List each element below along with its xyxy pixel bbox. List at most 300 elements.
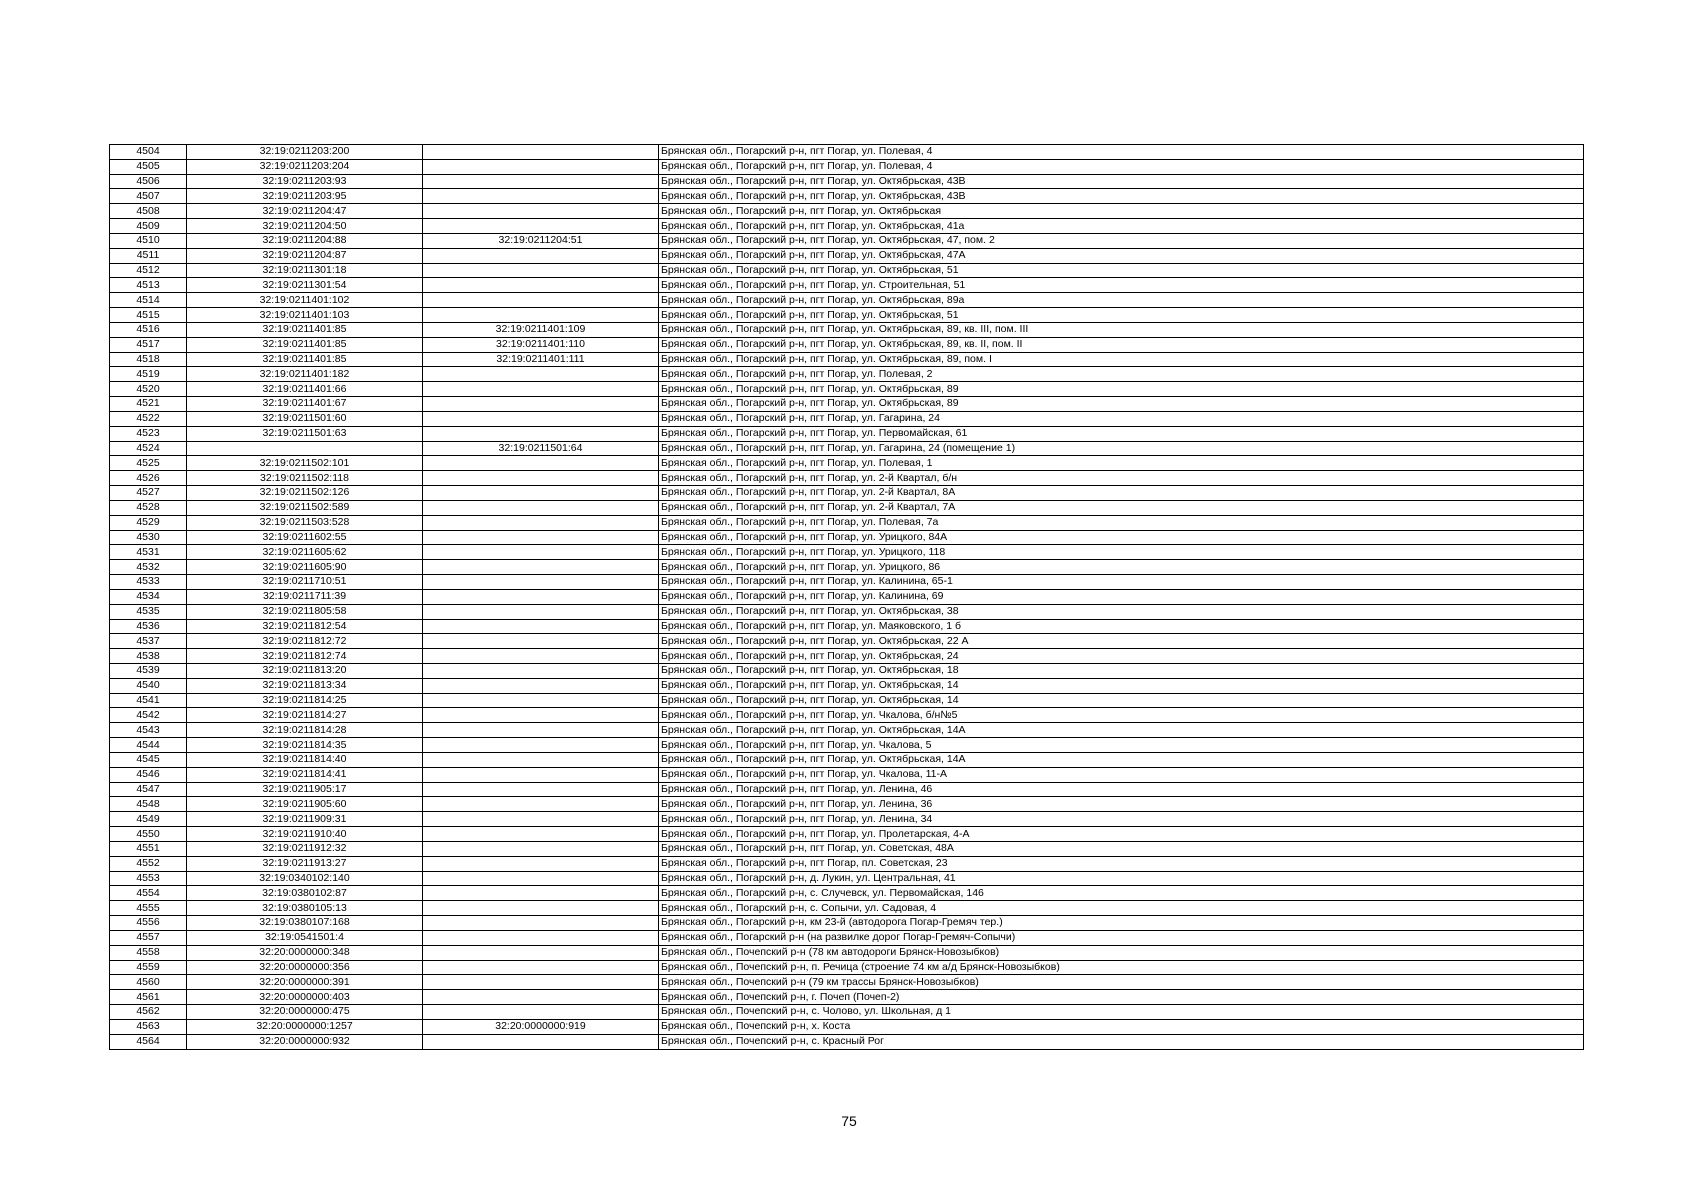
cadastral-number-cell: 32:19:0211812:54	[187, 619, 423, 634]
row-number-cell: 4518	[110, 352, 187, 367]
cadastral-number-cell: 32:19:0211502:126	[187, 486, 423, 501]
table-row	[110, 975, 1584, 990]
related-cadastral-number-cell	[423, 263, 659, 278]
related-cadastral-number-cell	[423, 604, 659, 619]
table-row	[110, 337, 1584, 352]
table-row	[110, 159, 1584, 174]
related-cadastral-number-cell	[423, 886, 659, 901]
address-cell: Брянская обл., Погарский р-н, пгт Погар, ул. Строительная, 51	[659, 278, 1584, 293]
cadastral-number-cell: 32:19:0211203:93	[187, 174, 423, 189]
table-row	[110, 204, 1584, 219]
related-cadastral-number-cell	[423, 1005, 659, 1020]
row-number-cell: 4554	[110, 886, 187, 901]
cadastral-number-cell: 32:19:0211905:17	[187, 782, 423, 797]
address-cell: Брянская обл., Погарский р-н, пгт Погар, ул. Полевая, 1	[659, 456, 1584, 471]
row-number-cell: 4515	[110, 308, 187, 323]
table-row	[110, 382, 1584, 397]
row-number-cell: 4552	[110, 856, 187, 871]
row-number-cell: 4559	[110, 960, 187, 975]
row-number-cell: 4538	[110, 649, 187, 664]
related-cadastral-number-cell	[423, 486, 659, 501]
related-cadastral-number-cell	[423, 367, 659, 382]
table-row	[110, 678, 1584, 693]
address-cell: Брянская обл., Погарский р-н, пгт Погар, ул. Урицкого, 86	[659, 560, 1584, 575]
related-cadastral-number-cell	[423, 827, 659, 842]
row-number-cell: 4546	[110, 767, 187, 782]
cadastral-number-cell: 32:19:0211909:31	[187, 812, 423, 827]
related-cadastral-number-cell	[423, 767, 659, 782]
address-cell: Брянская обл., Погарский р-н, пгт Погар, ул. Полевая, 7а	[659, 515, 1584, 530]
row-number-cell: 4547	[110, 782, 187, 797]
table-row	[110, 619, 1584, 634]
address-cell: Брянская обл., Погарский р-н, пгт Погар, ул. Калинина, 65-1	[659, 575, 1584, 590]
address-cell: Брянская обл., Погарский р-н, пгт Погар, ул. Октябрьская, 89	[659, 397, 1584, 412]
table-row	[110, 575, 1584, 590]
cadastral-number-cell: 32:19:0211814:40	[187, 752, 423, 767]
related-cadastral-number-cell	[423, 530, 659, 545]
cadastral-number-cell: 32:19:0211814:35	[187, 738, 423, 753]
table-row	[110, 752, 1584, 767]
cadastral-number-cell: 32:19:0211204:47	[187, 204, 423, 219]
address-cell: Брянская обл., Погарский р-н, пгт Погар, ул. Чкалова, 5	[659, 738, 1584, 753]
table-row	[110, 901, 1584, 916]
related-cadastral-number-cell	[423, 1034, 659, 1049]
related-cadastral-number-cell	[423, 871, 659, 886]
table-row	[110, 649, 1584, 664]
row-number-cell: 4564	[110, 1034, 187, 1049]
address-cell: Брянская обл., Погарский р-н, пгт Погар, ул. Гагарина, 24	[659, 411, 1584, 426]
address-cell: Брянская обл., Погарский р-н, д. Лукин, ул. Центральная, 41	[659, 871, 1584, 886]
table-row	[110, 990, 1584, 1005]
row-number-cell: 4532	[110, 560, 187, 575]
cadastral-number-cell: 32:19:0211401:85	[187, 352, 423, 367]
row-number-cell: 4514	[110, 293, 187, 308]
table-row	[110, 352, 1584, 367]
cadastral-number-cell: 32:19:0211812:72	[187, 634, 423, 649]
address-cell: Брянская обл., Погарский р-н, пгт Погар, ул. Октябрьская, 51	[659, 263, 1584, 278]
table-row	[110, 322, 1584, 337]
row-number-cell: 4561	[110, 990, 187, 1005]
related-cadastral-number-cell: 32:20:0000000:919	[423, 1019, 659, 1034]
address-cell: Брянская обл., Погарский р-н, пгт Погар, ул. Ленина, 46	[659, 782, 1584, 797]
address-cell: Брянская обл., Погарский р-н, с. Случевск, ул. Первомайская, 146	[659, 886, 1584, 901]
row-number-cell: 4553	[110, 871, 187, 886]
related-cadastral-number-cell	[423, 782, 659, 797]
address-cell: Брянская обл., Погарский р-н, пгт Погар, ул. Октябрьская, 43В	[659, 174, 1584, 189]
table-row	[110, 856, 1584, 871]
row-number-cell: 4556	[110, 916, 187, 931]
cadastral-number-cell: 32:19:0211204:88	[187, 233, 423, 248]
table-row	[110, 189, 1584, 204]
related-cadastral-number-cell	[423, 752, 659, 767]
row-number-cell: 4545	[110, 752, 187, 767]
cadastral-number-cell: 32:20:0000000:348	[187, 945, 423, 960]
address-cell: Брянская обл., Погарский р-н, пгт Погар, ул. Полевая, 4	[659, 145, 1584, 160]
row-number-cell: 4505	[110, 159, 187, 174]
row-number-cell: 4540	[110, 678, 187, 693]
related-cadastral-number-cell	[423, 901, 659, 916]
address-cell: Брянская обл., Погарский р-н (на развилке дорог Погар-Гремяч-Сопычи)	[659, 930, 1584, 945]
table-row	[110, 841, 1584, 856]
cadastral-number-cell: 32:19:0211502:589	[187, 500, 423, 515]
table-row	[110, 767, 1584, 782]
address-cell: Брянская обл., Почепский р-н, с. Чолово, ул. Школьная, д 1	[659, 1005, 1584, 1020]
row-number-cell: 4555	[110, 901, 187, 916]
cadastral-number-cell: 32:19:0211814:25	[187, 693, 423, 708]
cadastral-number-cell: 32:19:0211711:39	[187, 589, 423, 604]
row-number-cell: 4511	[110, 248, 187, 263]
address-cell: Брянская обл., Почепский р-н (78 км автодороги Брянск-Новозыбков)	[659, 945, 1584, 960]
table-row	[110, 812, 1584, 827]
address-cell: Брянская обл., Погарский р-н, пгт Погар, ул. Полевая, 4	[659, 159, 1584, 174]
related-cadastral-number-cell	[423, 916, 659, 931]
related-cadastral-number-cell	[423, 678, 659, 693]
table-row	[110, 248, 1584, 263]
cadastral-number-cell: 32:19:0211401:85	[187, 322, 423, 337]
cadastral-number-cell: 32:20:0000000:1257	[187, 1019, 423, 1034]
row-number-cell: 4523	[110, 426, 187, 441]
table-row	[110, 589, 1584, 604]
table-row	[110, 916, 1584, 931]
related-cadastral-number-cell	[423, 663, 659, 678]
address-cell: Брянская обл., Погарский р-н, пгт Погар, ул. Октябрьская, 89а	[659, 293, 1584, 308]
table-row	[110, 500, 1584, 515]
data-table	[109, 144, 1584, 1050]
row-number-cell: 4527	[110, 486, 187, 501]
address-cell: Брянская обл., Погарский р-н, пгт Погар, ул. Гагарина, 24 (помещение 1)	[659, 441, 1584, 456]
row-number-cell: 4509	[110, 219, 187, 234]
related-cadastral-number-cell: 32:19:0211401:109	[423, 322, 659, 337]
row-number-cell: 4551	[110, 841, 187, 856]
address-cell: Брянская обл., Погарский р-н, пгт Погар, ул. Ленина, 34	[659, 812, 1584, 827]
row-number-cell: 4536	[110, 619, 187, 634]
row-number-cell: 4560	[110, 975, 187, 990]
cadastral-number-cell: 32:19:0211301:18	[187, 263, 423, 278]
address-cell: Брянская обл., Почепский р-н, п. Речица (строение 74 км а/д Брянск-Новозыбков)	[659, 960, 1584, 975]
related-cadastral-number-cell	[423, 589, 659, 604]
row-number-cell: 4526	[110, 471, 187, 486]
related-cadastral-number-cell	[423, 930, 659, 945]
row-number-cell: 4535	[110, 604, 187, 619]
related-cadastral-number-cell	[423, 738, 659, 753]
row-number-cell: 4517	[110, 337, 187, 352]
address-cell: Брянская обл., Погарский р-н, пгт Погар, ул. Полевая, 2	[659, 367, 1584, 382]
related-cadastral-number-cell: 32:19:0211204:51	[423, 233, 659, 248]
cadastral-number-cell: 32:19:0211502:101	[187, 456, 423, 471]
related-cadastral-number-cell	[423, 723, 659, 738]
row-number-cell: 4516	[110, 322, 187, 337]
table-row	[110, 278, 1584, 293]
related-cadastral-number-cell	[423, 960, 659, 975]
row-number-cell: 4542	[110, 708, 187, 723]
cadastral-number-cell: 32:19:0211203:204	[187, 159, 423, 174]
related-cadastral-number-cell	[423, 634, 659, 649]
address-cell: Брянская обл., Погарский р-н, пгт Погар, ул. Октябрьская, 14А	[659, 723, 1584, 738]
related-cadastral-number-cell	[423, 812, 659, 827]
cadastral-number-cell: 32:20:0000000:356	[187, 960, 423, 975]
cadastral-number-cell	[187, 441, 423, 456]
table-row	[110, 263, 1584, 278]
cadastral-number-cell: 32:19:0211204:87	[187, 248, 423, 263]
table-body	[110, 145, 1584, 1050]
row-number-cell: 4513	[110, 278, 187, 293]
row-number-cell: 4533	[110, 575, 187, 590]
address-cell: Брянская обл., Погарский р-н, пгт Погар, ул. Октябрьская, 22 А	[659, 634, 1584, 649]
address-cell: Брянская обл., Погарский р-н, с. Сопычи, ул. Садовая, 4	[659, 901, 1584, 916]
address-cell: Брянская обл., Погарский р-н, пгт Погар, ул. 2-й Квартал, б/н	[659, 471, 1584, 486]
table-row	[110, 723, 1584, 738]
related-cadastral-number-cell	[423, 159, 659, 174]
row-number-cell: 4512	[110, 263, 187, 278]
cadastral-number-cell: 32:19:0211401:85	[187, 337, 423, 352]
table-row	[110, 233, 1584, 248]
address-cell: Брянская обл., Погарский р-н, пгт Погар, ул. Калинина, 69	[659, 589, 1584, 604]
row-number-cell: 4529	[110, 515, 187, 530]
table-row	[110, 471, 1584, 486]
row-number-cell: 4531	[110, 545, 187, 560]
table-row	[110, 530, 1584, 545]
address-cell: Брянская обл., Погарский р-н, пгт Погар, ул. 2-й Квартал, 7А	[659, 500, 1584, 515]
related-cadastral-number-cell	[423, 308, 659, 323]
related-cadastral-number-cell	[423, 174, 659, 189]
related-cadastral-number-cell: 32:19:0211501:64	[423, 441, 659, 456]
cadastral-number-cell: 32:20:0000000:403	[187, 990, 423, 1005]
cadastral-number-cell: 32:19:0211204:50	[187, 219, 423, 234]
cadastral-number-cell: 32:20:0000000:932	[187, 1034, 423, 1049]
table-row	[110, 693, 1584, 708]
cadastral-number-cell: 32:19:0211301:54	[187, 278, 423, 293]
table-row	[110, 663, 1584, 678]
related-cadastral-number-cell	[423, 397, 659, 412]
cadastral-number-cell: 32:19:0211501:60	[187, 411, 423, 426]
cadastral-number-cell: 32:19:0211814:27	[187, 708, 423, 723]
related-cadastral-number-cell	[423, 145, 659, 160]
table-row	[110, 397, 1584, 412]
related-cadastral-number-cell	[423, 545, 659, 560]
related-cadastral-number-cell	[423, 945, 659, 960]
cadastral-number-cell: 32:19:0211602:55	[187, 530, 423, 545]
row-number-cell: 4524	[110, 441, 187, 456]
address-cell: Брянская обл., Погарский р-н, км 23-й (автодорога Погар-Гремяч тер.)	[659, 916, 1584, 931]
row-number-cell: 4557	[110, 930, 187, 945]
related-cadastral-number-cell	[423, 293, 659, 308]
cadastral-number-cell: 32:20:0000000:391	[187, 975, 423, 990]
related-cadastral-number-cell	[423, 560, 659, 575]
row-number-cell: 4544	[110, 738, 187, 753]
table-row	[110, 738, 1584, 753]
address-cell: Брянская обл., Погарский р-н, пгт Погар, ул. Октябрьская, 14	[659, 678, 1584, 693]
related-cadastral-number-cell	[423, 619, 659, 634]
address-cell: Брянская обл., Погарский р-н, пгт Погар, ул. Октябрьская, 14А	[659, 752, 1584, 767]
address-cell: Брянская обл., Погарский р-н, пгт Погар, ул. Октябрьская, 89	[659, 382, 1584, 397]
row-number-cell: 4539	[110, 663, 187, 678]
related-cadastral-number-cell	[423, 382, 659, 397]
row-number-cell: 4504	[110, 145, 187, 160]
table-row	[110, 515, 1584, 530]
table-row	[110, 930, 1584, 945]
cadastral-number-cell: 32:19:0340102:140	[187, 871, 423, 886]
row-number-cell: 4549	[110, 812, 187, 827]
cadastral-number-cell: 32:19:0541501:4	[187, 930, 423, 945]
related-cadastral-number-cell: 32:19:0211401:110	[423, 337, 659, 352]
address-cell: Брянская обл., Погарский р-н, пгт Погар, ул. Урицкого, 118	[659, 545, 1584, 560]
page-number: 75	[841, 1113, 857, 1129]
cadastral-number-cell: 32:19:0211203:200	[187, 145, 423, 160]
address-cell: Брянская обл., Погарский р-н, пгт Погар, ул. Октябрьская, 47А	[659, 248, 1584, 263]
address-cell: Брянская обл., Погарский р-н, пгт Погар, ул. Первомайская, 61	[659, 426, 1584, 441]
cadastral-number-cell: 32:19:0211912:32	[187, 841, 423, 856]
table-row	[110, 560, 1584, 575]
table-row	[110, 871, 1584, 886]
cadastral-number-cell: 32:19:0211905:60	[187, 797, 423, 812]
related-cadastral-number-cell	[423, 204, 659, 219]
related-cadastral-number-cell	[423, 693, 659, 708]
row-number-cell: 4563	[110, 1019, 187, 1034]
related-cadastral-number-cell	[423, 797, 659, 812]
table-row	[110, 634, 1584, 649]
table-row	[110, 219, 1584, 234]
row-number-cell: 4520	[110, 382, 187, 397]
cadastral-number-cell: 32:19:0380105:13	[187, 901, 423, 916]
related-cadastral-number-cell	[423, 990, 659, 1005]
related-cadastral-number-cell	[423, 575, 659, 590]
row-number-cell: 4522	[110, 411, 187, 426]
related-cadastral-number-cell	[423, 649, 659, 664]
address-cell: Брянская обл., Погарский р-н, пгт Погар, ул. Ленина, 36	[659, 797, 1584, 812]
table-row	[110, 367, 1584, 382]
table-row	[110, 604, 1584, 619]
row-number-cell: 4508	[110, 204, 187, 219]
cadastral-number-cell: 32:19:0211910:40	[187, 827, 423, 842]
row-number-cell: 4510	[110, 233, 187, 248]
address-cell: Брянская обл., Погарский р-н, пгт Погар, ул. Октябрьская, 47, пом. 2	[659, 233, 1584, 248]
table-row	[110, 411, 1584, 426]
row-number-cell: 4528	[110, 500, 187, 515]
address-cell: Брянская обл., Почепский р-н, с. Красный Рог	[659, 1034, 1584, 1049]
address-cell: Брянская обл., Погарский р-н, пгт Погар, ул. Октябрьская, 89, кв. II, пом. II	[659, 337, 1584, 352]
cadastral-number-cell: 32:20:0000000:475	[187, 1005, 423, 1020]
cadastral-number-cell: 32:19:0380102:87	[187, 886, 423, 901]
address-cell: Брянская обл., Погарский р-н, пгт Погар, ул. Октябрьская, 18	[659, 663, 1584, 678]
row-number-cell: 4506	[110, 174, 187, 189]
address-cell: Брянская обл., Погарский р-н, пгт Погар, ул. Октябрьская, 43В	[659, 189, 1584, 204]
cadastral-number-cell: 32:19:0211401:103	[187, 308, 423, 323]
row-number-cell: 4525	[110, 456, 187, 471]
address-cell: Брянская обл., Погарский р-н, пгт Погар, пл. Советская, 23	[659, 856, 1584, 871]
cadastral-number-cell: 32:19:0211503:528	[187, 515, 423, 530]
row-number-cell: 4521	[110, 397, 187, 412]
address-cell: Брянская обл., Почепский р-н (79 км трассы Брянск-Новозыбков)	[659, 975, 1584, 990]
cadastral-number-cell: 32:19:0211805:58	[187, 604, 423, 619]
cadastral-number-cell: 32:19:0211813:20	[187, 663, 423, 678]
table-row	[110, 441, 1584, 456]
related-cadastral-number-cell	[423, 856, 659, 871]
address-cell: Брянская обл., Погарский р-н, пгт Погар, ул. 2-й Квартал, 8А	[659, 486, 1584, 501]
table-row	[110, 1005, 1584, 1020]
row-number-cell: 4507	[110, 189, 187, 204]
table-row	[110, 456, 1584, 471]
related-cadastral-number-cell	[423, 426, 659, 441]
address-cell: Брянская обл., Погарский р-н, пгт Погар, ул. Октябрьская, 41а	[659, 219, 1584, 234]
cadastral-number-cell: 32:19:0211203:95	[187, 189, 423, 204]
cadastral-number-cell: 32:19:0211605:90	[187, 560, 423, 575]
table-row	[110, 1019, 1584, 1034]
table-row	[110, 145, 1584, 160]
table-row	[110, 827, 1584, 842]
address-cell: Брянская обл., Погарский р-н, пгт Погар, ул. Советская, 48А	[659, 841, 1584, 856]
address-cell: Брянская обл., Погарский р-н, пгт Погар, ул. Октябрьская, 51	[659, 308, 1584, 323]
cadastral-number-cell: 32:19:0211401:66	[187, 382, 423, 397]
cadastral-number-cell: 32:19:0211605:62	[187, 545, 423, 560]
cadastral-number-cell: 32:19:0211812:74	[187, 649, 423, 664]
cadastral-number-cell: 32:19:0211814:28	[187, 723, 423, 738]
related-cadastral-number-cell	[423, 471, 659, 486]
address-cell: Брянская обл., Погарский р-н, пгт Погар, ул. Чкалова, 11-А	[659, 767, 1584, 782]
address-cell: Брянская обл., Почепский р-н, г. Почеп (Почеп-2)	[659, 990, 1584, 1005]
table-row	[110, 426, 1584, 441]
related-cadastral-number-cell	[423, 500, 659, 515]
related-cadastral-number-cell	[423, 278, 659, 293]
table-row	[110, 1034, 1584, 1049]
cadastral-number-cell: 32:19:0211813:34	[187, 678, 423, 693]
related-cadastral-number-cell	[423, 456, 659, 471]
cadastral-number-cell: 32:19:0211401:67	[187, 397, 423, 412]
related-cadastral-number-cell	[423, 515, 659, 530]
related-cadastral-number-cell	[423, 975, 659, 990]
related-cadastral-number-cell	[423, 841, 659, 856]
row-number-cell: 4519	[110, 367, 187, 382]
cadastral-number-cell: 32:19:0211710:51	[187, 575, 423, 590]
address-cell: Брянская обл., Погарский р-н, пгт Погар, ул. Октябрьская, 89, пом. I	[659, 352, 1584, 367]
cadastral-number-cell: 32:19:0380107:168	[187, 916, 423, 931]
address-cell: Брянская обл., Погарский р-н, пгт Погар, ул. Октябрьская, 24	[659, 649, 1584, 664]
table-row	[110, 945, 1584, 960]
related-cadastral-number-cell	[423, 189, 659, 204]
table-row	[110, 797, 1584, 812]
table-row	[110, 174, 1584, 189]
cadastral-number-cell: 32:19:0211502:118	[187, 471, 423, 486]
row-number-cell: 4558	[110, 945, 187, 960]
related-cadastral-number-cell	[423, 219, 659, 234]
table-row	[110, 886, 1584, 901]
table-row	[110, 545, 1584, 560]
address-cell: Брянская обл., Погарский р-н, пгт Погар, ул. Октябрьская, 89, кв. III, пом. III	[659, 322, 1584, 337]
row-number-cell: 4548	[110, 797, 187, 812]
address-cell: Брянская обл., Погарский р-н, пгт Погар, ул. Маяковского, 1 б	[659, 619, 1584, 634]
table-row	[110, 308, 1584, 323]
row-number-cell: 4562	[110, 1005, 187, 1020]
address-cell: Брянская обл., Почепский р-н, х. Коста	[659, 1019, 1584, 1034]
address-cell: Брянская обл., Погарский р-н, пгт Погар, ул. Октябрьская	[659, 204, 1584, 219]
cadastral-number-cell: 32:19:0211401:102	[187, 293, 423, 308]
related-cadastral-number-cell	[423, 248, 659, 263]
row-number-cell: 4537	[110, 634, 187, 649]
row-number-cell: 4550	[110, 827, 187, 842]
table-row	[110, 293, 1584, 308]
table-row	[110, 486, 1584, 501]
row-number-cell: 4543	[110, 723, 187, 738]
cadastral-number-cell: 32:19:0211814:41	[187, 767, 423, 782]
related-cadastral-number-cell	[423, 411, 659, 426]
cadastral-number-cell: 32:19:0211501:63	[187, 426, 423, 441]
row-number-cell: 4534	[110, 589, 187, 604]
table-row	[110, 782, 1584, 797]
address-cell: Брянская обл., Погарский р-н, пгт Погар, ул. Октябрьская, 38	[659, 604, 1584, 619]
address-cell: Брянская обл., Погарский р-н, пгт Погар, ул. Урицкого, 84А	[659, 530, 1584, 545]
table-row	[110, 708, 1584, 723]
row-number-cell: 4541	[110, 693, 187, 708]
cadastral-number-cell: 32:19:0211401:182	[187, 367, 423, 382]
